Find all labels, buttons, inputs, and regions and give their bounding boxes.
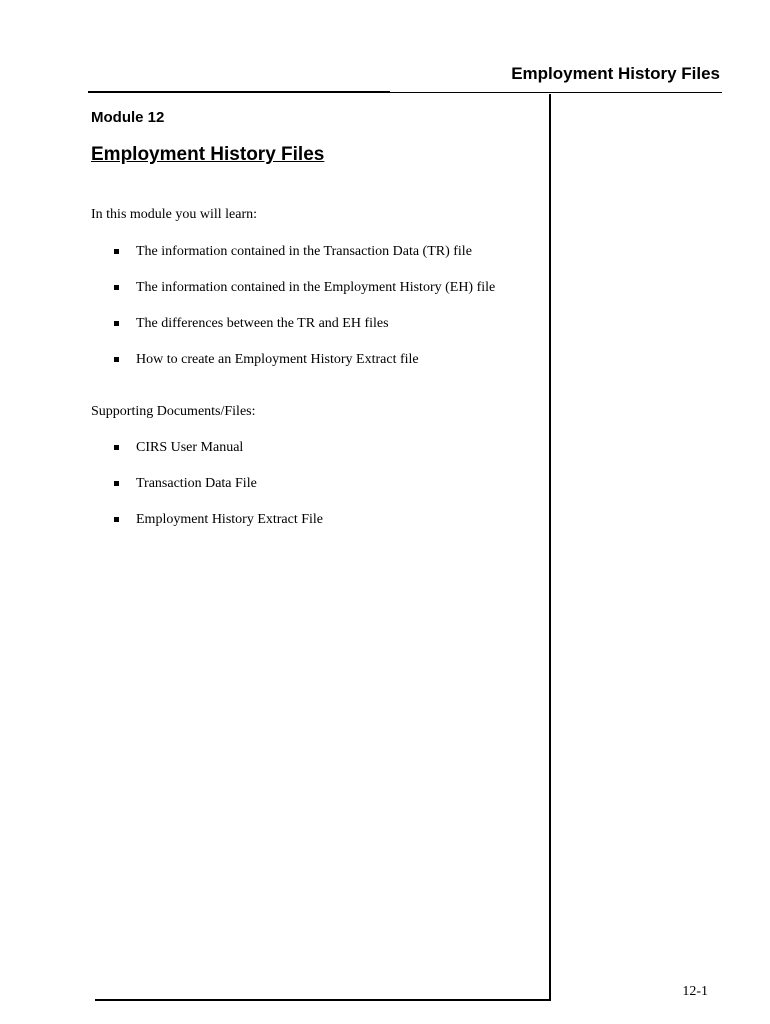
square-bullet-icon <box>114 357 119 362</box>
page-number: 12-1 <box>682 984 708 999</box>
supporting-list <box>113 439 323 547</box>
list-item <box>113 279 495 315</box>
list-item-text: CIRS User Manual <box>136 440 244 455</box>
page-title: Employment History Files <box>91 144 325 165</box>
list-item <box>113 243 495 279</box>
supporting-intro: Supporting Documents/Files: <box>91 404 256 419</box>
footer-rule <box>95 999 551 1001</box>
square-bullet-icon <box>114 445 119 450</box>
square-bullet-icon <box>114 481 119 486</box>
list-item-text: Transaction Data File <box>136 476 257 491</box>
margin-divider <box>549 94 551 1000</box>
square-bullet-icon <box>114 249 119 254</box>
module-label: Module 12 <box>91 109 165 126</box>
header-rule-thin <box>390 92 722 93</box>
square-bullet-icon <box>114 517 119 522</box>
square-bullet-icon <box>114 321 119 326</box>
list-item-text: Employment History Extract File <box>136 512 324 527</box>
list-item-text: The information contained in the Employment History (EH) file <box>136 280 496 295</box>
learn-list <box>113 243 495 387</box>
square-bullet-icon <box>114 285 119 290</box>
list-item-text: The information contained in the Transaction Data (TR) file <box>136 244 472 259</box>
list-item-text: The differences between the TR and EH files <box>136 316 389 331</box>
list-item <box>113 315 495 351</box>
header-rule-thick <box>88 91 390 93</box>
running-header: Employment History Files <box>511 64 720 83</box>
list-item <box>113 475 323 511</box>
list-item <box>113 511 323 547</box>
list-item <box>113 351 495 387</box>
list-item-text: How to create an Employment History Extract file <box>136 352 419 367</box>
list-item <box>113 439 323 475</box>
learn-intro: In this module you will learn: <box>91 207 258 222</box>
